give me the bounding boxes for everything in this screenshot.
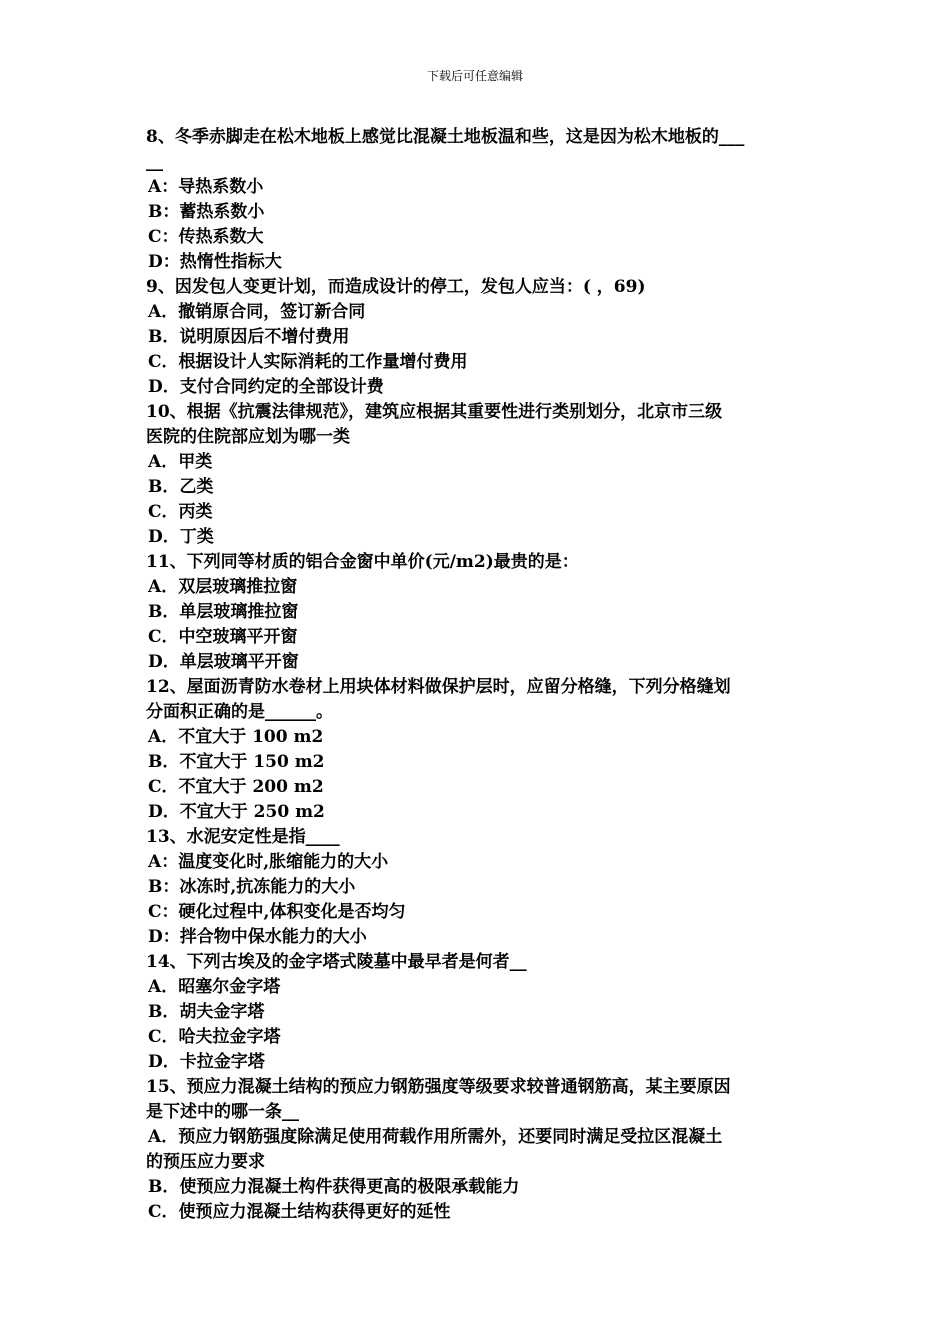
question-stem: 11、下列同等材质的铝合金窗中单价(元/m2)最贵的是：: [146, 552, 579, 572]
option-c: C：硬化过程中,体积变化是否均匀: [148, 902, 406, 922]
option-a-continued: 的预压应力要求: [146, 1152, 265, 1172]
option-a: A：温度变化时,胀缩能力的大小: [148, 852, 389, 872]
question-stem: 12、屋面沥青防水卷材上用块体材料做保护层时，应留分格缝，下列分格缝划: [146, 677, 731, 697]
option-c: C．根据设计人实际消耗的工作量增付费用: [148, 352, 468, 372]
option-b: B．单层玻璃推拉窗: [148, 602, 299, 622]
question-stem: 分面积正确的是______。: [146, 702, 333, 722]
option-b: B．使预应力混凝土构件获得更高的极限承载能力: [148, 1177, 520, 1197]
option-d: D．支付合同约定的全部设计费: [148, 377, 384, 397]
option-d: D：热惰性指标大: [148, 252, 282, 272]
option-d: D：拌合物中保水能力的大小: [148, 927, 367, 947]
question-stem: 医院的住院部应划为哪一类: [146, 427, 350, 447]
question-stem: 8、冬季赤脚走在松木地板上感觉比混凝土地板温和些，这是因为松木地板的___: [146, 127, 745, 147]
option-c: C．不宜大于 200 m2: [148, 777, 324, 797]
question-stem: 14、下列古埃及的金字塔式陵墓中最早者是何者__: [146, 952, 527, 972]
question-stem: 13、水泥安定性是指____: [146, 827, 340, 847]
question-stem: __: [146, 152, 163, 172]
option-a: A．双层玻璃推拉窗: [148, 577, 298, 597]
page-header: 下载后可任意编辑: [426, 69, 523, 83]
option-c: C．使预应力混凝土结构获得更好的延性: [148, 1202, 451, 1222]
option-a: A．撤销原合同，签订新合同: [148, 302, 366, 322]
question-8: [146, 125, 811, 275]
question-10: [146, 400, 811, 550]
option-b: B：蓄热系数小: [148, 202, 265, 222]
option-d: D．不宜大于 250 m2: [148, 802, 325, 822]
question-11: [146, 550, 811, 675]
option-a: A：导热系数小: [148, 177, 264, 197]
option-a: A．预应力钢筋强度除满足使用荷载作用所需外，还要同时满足受拉区混凝土: [148, 1127, 723, 1147]
option-a: A．昭塞尔金字塔: [148, 977, 281, 997]
option-b: B．胡夫金字塔: [148, 1002, 265, 1022]
question-12: [146, 675, 811, 825]
option-b: B．乙类: [148, 477, 214, 497]
question-9: [146, 275, 811, 400]
option-b: B．不宜大于 150 m2: [148, 752, 325, 772]
option-c: C．丙类: [148, 502, 213, 522]
question-list: [146, 125, 811, 1225]
option-d: D．单层玻璃平开窗: [148, 652, 299, 672]
option-a: A．甲类: [148, 452, 213, 472]
option-c: C．哈夫拉金字塔: [148, 1027, 281, 1047]
option-d: D．丁类: [148, 527, 214, 547]
option-b: B：冰冻时,抗冻能力的大小: [148, 877, 356, 897]
question-stem: 是下述中的哪一条__: [146, 1102, 299, 1122]
question-14: [146, 950, 811, 1075]
question-stem: 9、因发包人变更计划，而造成设计的停工，发包人应当：( ，69): [146, 277, 646, 297]
question-stem: 10、根据《抗震法律规范》，建筑应根据其重要性进行类别划分，北京市三级: [146, 402, 723, 422]
option-a: A．不宜大于 100 m2: [148, 727, 324, 747]
option-d: D．卡拉金字塔: [148, 1052, 265, 1072]
question-13: [146, 825, 811, 950]
option-b: B．说明原因后不增付费用: [148, 327, 350, 347]
option-c: C．中空玻璃平开窗: [148, 627, 298, 647]
option-c: C：传热系数大: [148, 227, 264, 247]
question-stem: 15、预应力混凝土结构的预应力钢筋强度等级要求较普通钢筋高，某主要原因: [146, 1077, 731, 1097]
question-15: [146, 1075, 811, 1225]
